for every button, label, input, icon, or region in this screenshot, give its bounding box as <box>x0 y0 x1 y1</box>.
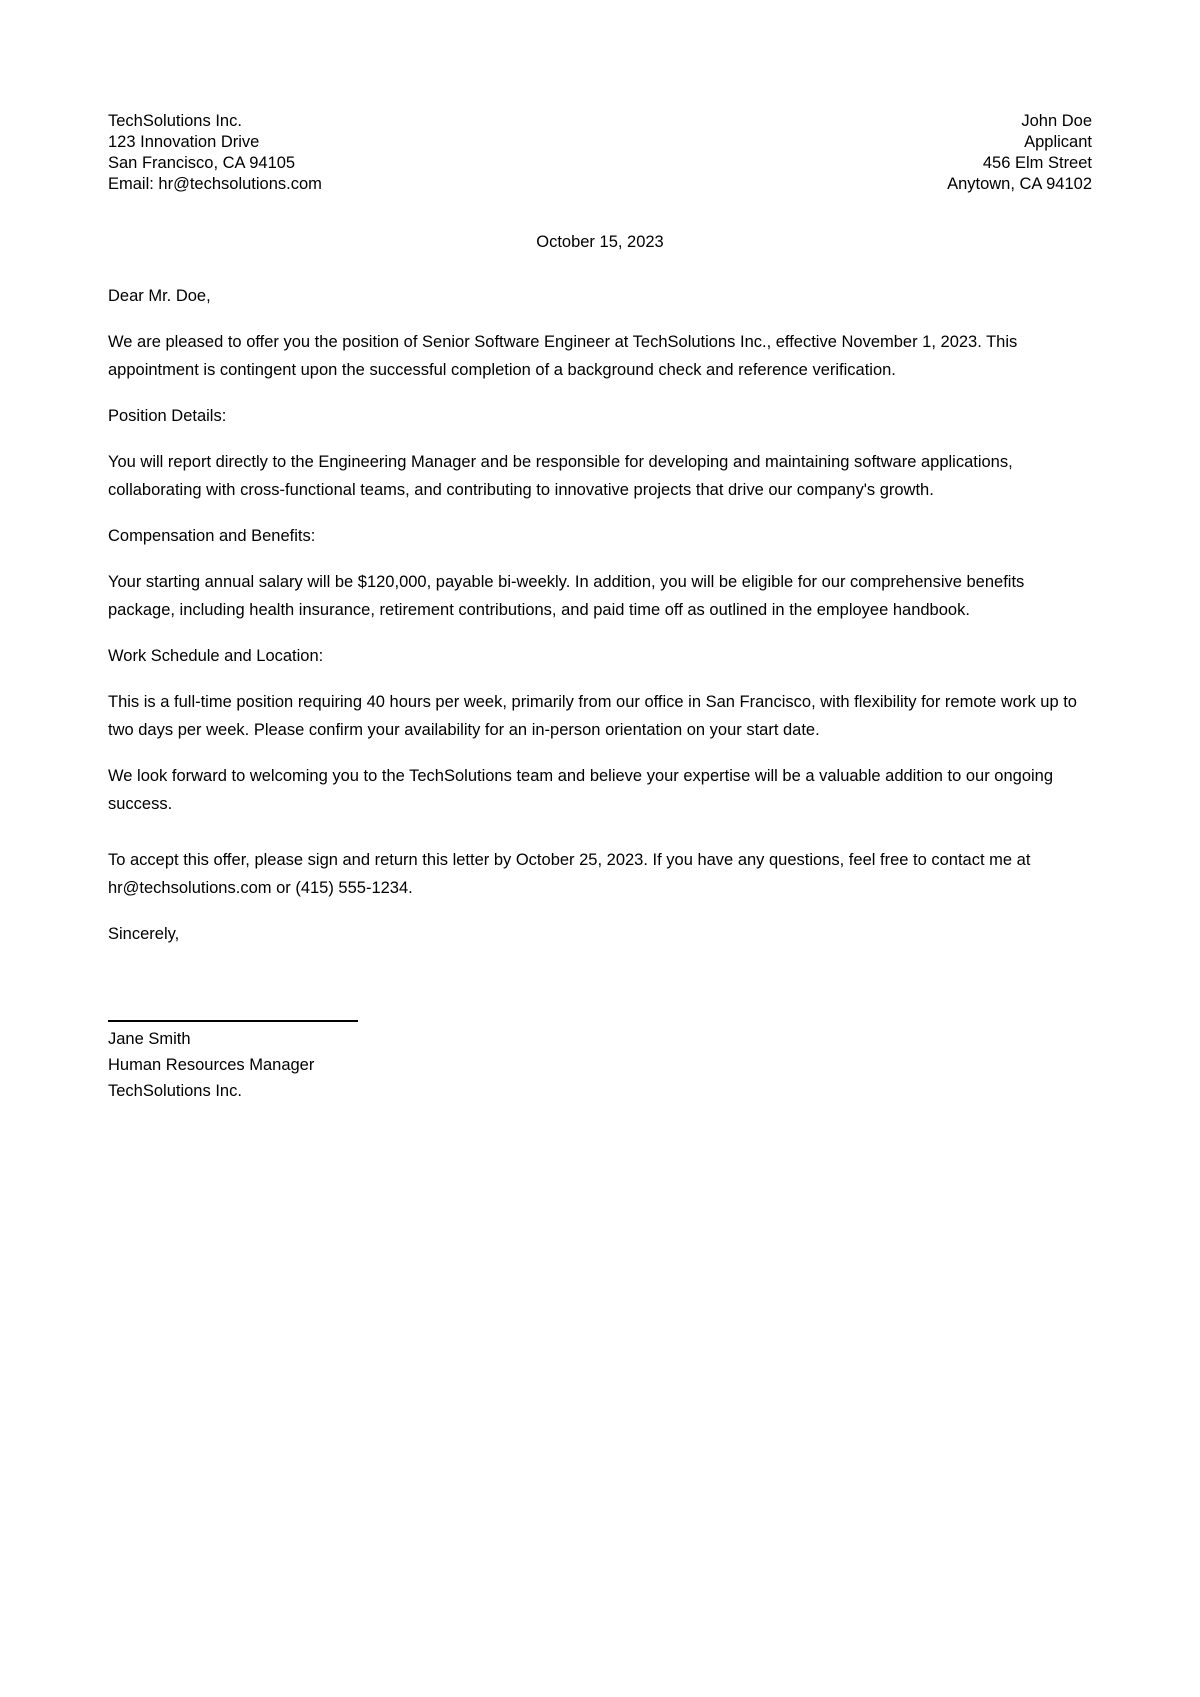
recipient-city: Anytown, CA 94102 <box>947 175 1092 193</box>
salutation: Dear Mr. Doe, <box>108 287 211 305</box>
paragraph-compensation: Your starting annual salary will be $120,000, payable bi-weekly. In addition, you will be eligible for our comprehensive benefits package, including health insurance, retirement contributions, and paid time off as outlined in the employee handbook. <box>108 573 1025 619</box>
signature-line <box>108 1020 358 1022</box>
signatory-title: Human Resources Manager <box>108 1056 315 1074</box>
valediction: Sincerely, <box>108 925 180 943</box>
recipient-address-block <box>947 111 1092 195</box>
section-heading-position-details: Position Details: <box>108 407 227 425</box>
signatory-name: Jane Smith <box>108 1030 191 1048</box>
recipient-role: Applicant <box>1024 133 1092 151</box>
signatory-company: TechSolutions Inc. <box>108 1082 242 1100</box>
signature-block <box>108 1020 1092 1104</box>
paragraph-offer: We are pleased to offer you the position of Senior Software Engineer at TechSolutions Inc., effective November 1, 2023. This appointment is contingent upon the successful completion of a background check and reference verification. <box>108 333 1018 379</box>
section-heading-compensation: Compensation and Benefits: <box>108 527 316 545</box>
section-heading-work-schedule: Work Schedule and Location: <box>108 647 324 665</box>
recipient-name: John Doe <box>1021 112 1092 130</box>
letter-date: October 15, 2023 <box>536 233 664 251</box>
sender-address-block <box>108 111 322 195</box>
sender-street: 123 Innovation Drive <box>108 133 260 151</box>
sender-city: San Francisco, CA 94105 <box>108 154 296 172</box>
recipient-street: 456 Elm Street <box>982 154 1092 172</box>
sender-company: TechSolutions Inc. <box>108 112 242 130</box>
paragraph-position-details: You will report directly to the Engineering Manager and be responsible for developing and maintaining software applications, collaborating with cross-functional teams, and contributing to innovative projects that drive our company's growth. <box>108 453 1013 499</box>
paragraph-work-schedule: This is a full-time position requiring 40 hours per week, primarily from our office in San Francisco, with flexibility for remote work up to two days per week. Please confirm your availability for an in-person orientation on your start date. <box>108 693 1077 739</box>
paragraph-accept-offer: To accept this offer, please sign and return this letter by October 25, 2023. If you have any questions, feel free to contact me at hr@techsolutions.com or (415) 555-1234. <box>108 851 1031 897</box>
letter-header <box>108 111 1092 195</box>
paragraph-welcome: We look forward to welcoming you to the TechSolutions team and believe your expertise will be a valuable addition to our ongoing success. <box>108 767 1054 813</box>
sender-email: Email: hr@techsolutions.com <box>108 175 322 193</box>
